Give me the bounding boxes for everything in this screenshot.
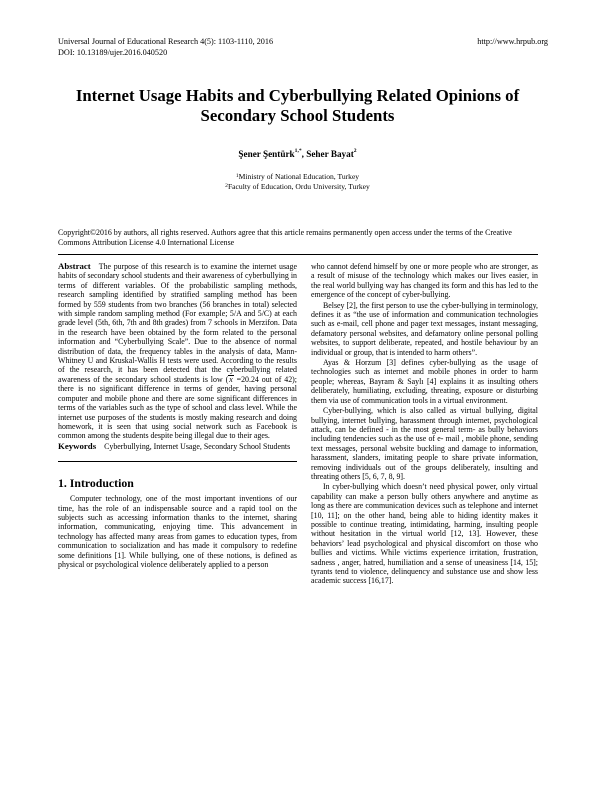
left-column	[58, 262, 297, 570]
body-paragraph: In cyber-bullying which doesn’t need physical power, only virtual capability can make a person bully others anywhere and anytime as long as there are communication devices such as telephone and internet [10, 11]; on the other hand, being able to hiding identity makes it possible to continue treating, intimidating, harming, insulting people without hesitation in the virtual world [12, 13]. However, these behaviors’ lead psychological and physical discomfort on those who bullies and victims. While victims experience irritation, frustration, sadness , anger, hatred, humiliation and a sense of uneasiness [14, 15]; tyrants tend to violence, delinquency and substance use and show less academic success [16,17].	[311, 482, 538, 586]
affiliation-text: Ministry of National Education, Turkey	[238, 172, 360, 181]
author-separator: ,	[301, 149, 307, 159]
section-heading: 1. Introduction	[58, 476, 134, 491]
doi: DOI: 10.13189/ujer.2016.040520	[58, 48, 168, 57]
abstract	[58, 262, 297, 441]
affiliations	[40, 172, 555, 192]
abstract-text-part2: =20.24 out of 42); there is no significant difference in terms of gender, having personal computer and mobile phone and there are some significant differences in terms of the variables such as the type of school and class level. While the internet use purposes of the students is mostly making research and doing homework, it is seen that using social network such as Facebook is common among the students despite being illegal due to their ages.	[58, 374, 297, 441]
affiliation-text: Faculty of Education, Ordu University, Turkey	[227, 182, 370, 191]
abstract-text-part1: The purpose of this research is to examine the internet usage habits of secondary school students and their awareness of cyberbullying in terms of different variables. Of the probabilistic sampling methods, research sampling identified by stratified sampling method has been formed by 559 students from two branches (56 branches in total) selected with simple random sampling method (For example; 5/A and 5/C) at each grade level (5th, 6th, 7th and 8th grades) from 7 schools in Merzifon. Data in the research have been obtained by the form related to the personal information and “Cyberbullying Scale”. Due to the absence of normal distribution of data, the frequency tables in the analysis of data, Mann-Whitney U and Kruskal-Wallis H tests were used. According to the results of the research, it has been detected that the cyberbullying related awareness of the secondary school students is low (	[58, 262, 297, 384]
running-header	[58, 36, 548, 58]
body-paragraph: who cannot defend himself by one or more people who are stronger, as a result of misuse of the technology which makes our lives easier, in the real world bullying way has changed its form and this has led to the emergence of the concept of cyber-bullying.	[311, 262, 538, 300]
intro-paragraph: Computer technology, one of the most important inventions of our time, has the role of an indispensable source and a rapid tool on the subjects such as accessing information thanks to the internet, sharing information, communicating, enjoying time. This advancement in technology has affected many areas from games to education types, from communication to socialization and has made it compulsory to redefine some definitions [1]. While bullying, one of these notions, is defined as physical or psychological violence deliberately applied to a person	[58, 494, 297, 569]
journal-url[interactable]: http://www.hrpub.org	[477, 37, 548, 46]
mean-symbol: x	[229, 374, 233, 384]
journal-citation: Universal Journal of Educational Research 4(5): 1103-1110, 2016	[58, 37, 274, 46]
author-affiliation-marker: 2	[353, 148, 357, 154]
body-paragraph: Ayas & Horzum [3] defines cyber-bullying as the usage of technologies such as internet and mobile phones in order to harm people; whereas, Bayram & Saylı [4] explains it as insulting others deliberately, humiliating, excluding, threating, exposure or disturbing them via use of communication tools in a virtual environment.	[311, 358, 538, 405]
header-divider	[58, 254, 538, 255]
author-affiliation-marker: 1,*	[294, 148, 302, 154]
copyright-notice: Copyright©2016 by authors, all rights reserved. Authors agree that this article remains permanently open access under the terms of the Creative Commons Attribution License 4.0 International License	[58, 228, 512, 247]
author-name: Seher Bayat	[306, 149, 354, 159]
paper-title: Internet Usage Habits and Cyberbullying Related Opinions of Secondary School Students	[75, 86, 520, 125]
affiliation-marker: 1	[235, 173, 239, 179]
keywords-text: Cyberbullying, Internet Usage, Secondary School Students	[104, 441, 291, 451]
affiliation-marker: 2	[225, 183, 228, 189]
keywords-label: Keywords	[58, 440, 97, 451]
keywords	[58, 442, 297, 451]
abstract-label: Abstract	[58, 261, 91, 271]
body-paragraph: Belsey [2], the first person to use the cyber-bullying in terminology, defines it as “the use of information and communication technologies such as e-mail, cell phone and pager text messages, instant messaging, defamatory personal websites, and defamatory online personal polling websites, to support deliberate, repeated, and hostile behaviour by an individual or group, that is intended to harm others”.	[311, 300, 538, 357]
section-divider	[58, 461, 297, 462]
body-paragraph: Cyber-bullying, which is also called as virtual bullying, digital bullying, internet bullying, harassment through internet, psychological attack, can be defined - in the most general term- as bully behaviors including tendencies such as the use of e- mail , mobile phone, sending text messages, personal website buckling and damage to information, harassment, slanders, imitating people to share private information, removing individuals out of the groups deliberately, insulting and threating others [5, 6, 7, 8, 9].	[311, 406, 538, 481]
affiliation	[40, 182, 555, 192]
author-list	[40, 149, 555, 159]
affiliation	[40, 172, 555, 182]
author-name: Şener Şentürk	[238, 149, 295, 159]
right-column	[311, 262, 538, 587]
